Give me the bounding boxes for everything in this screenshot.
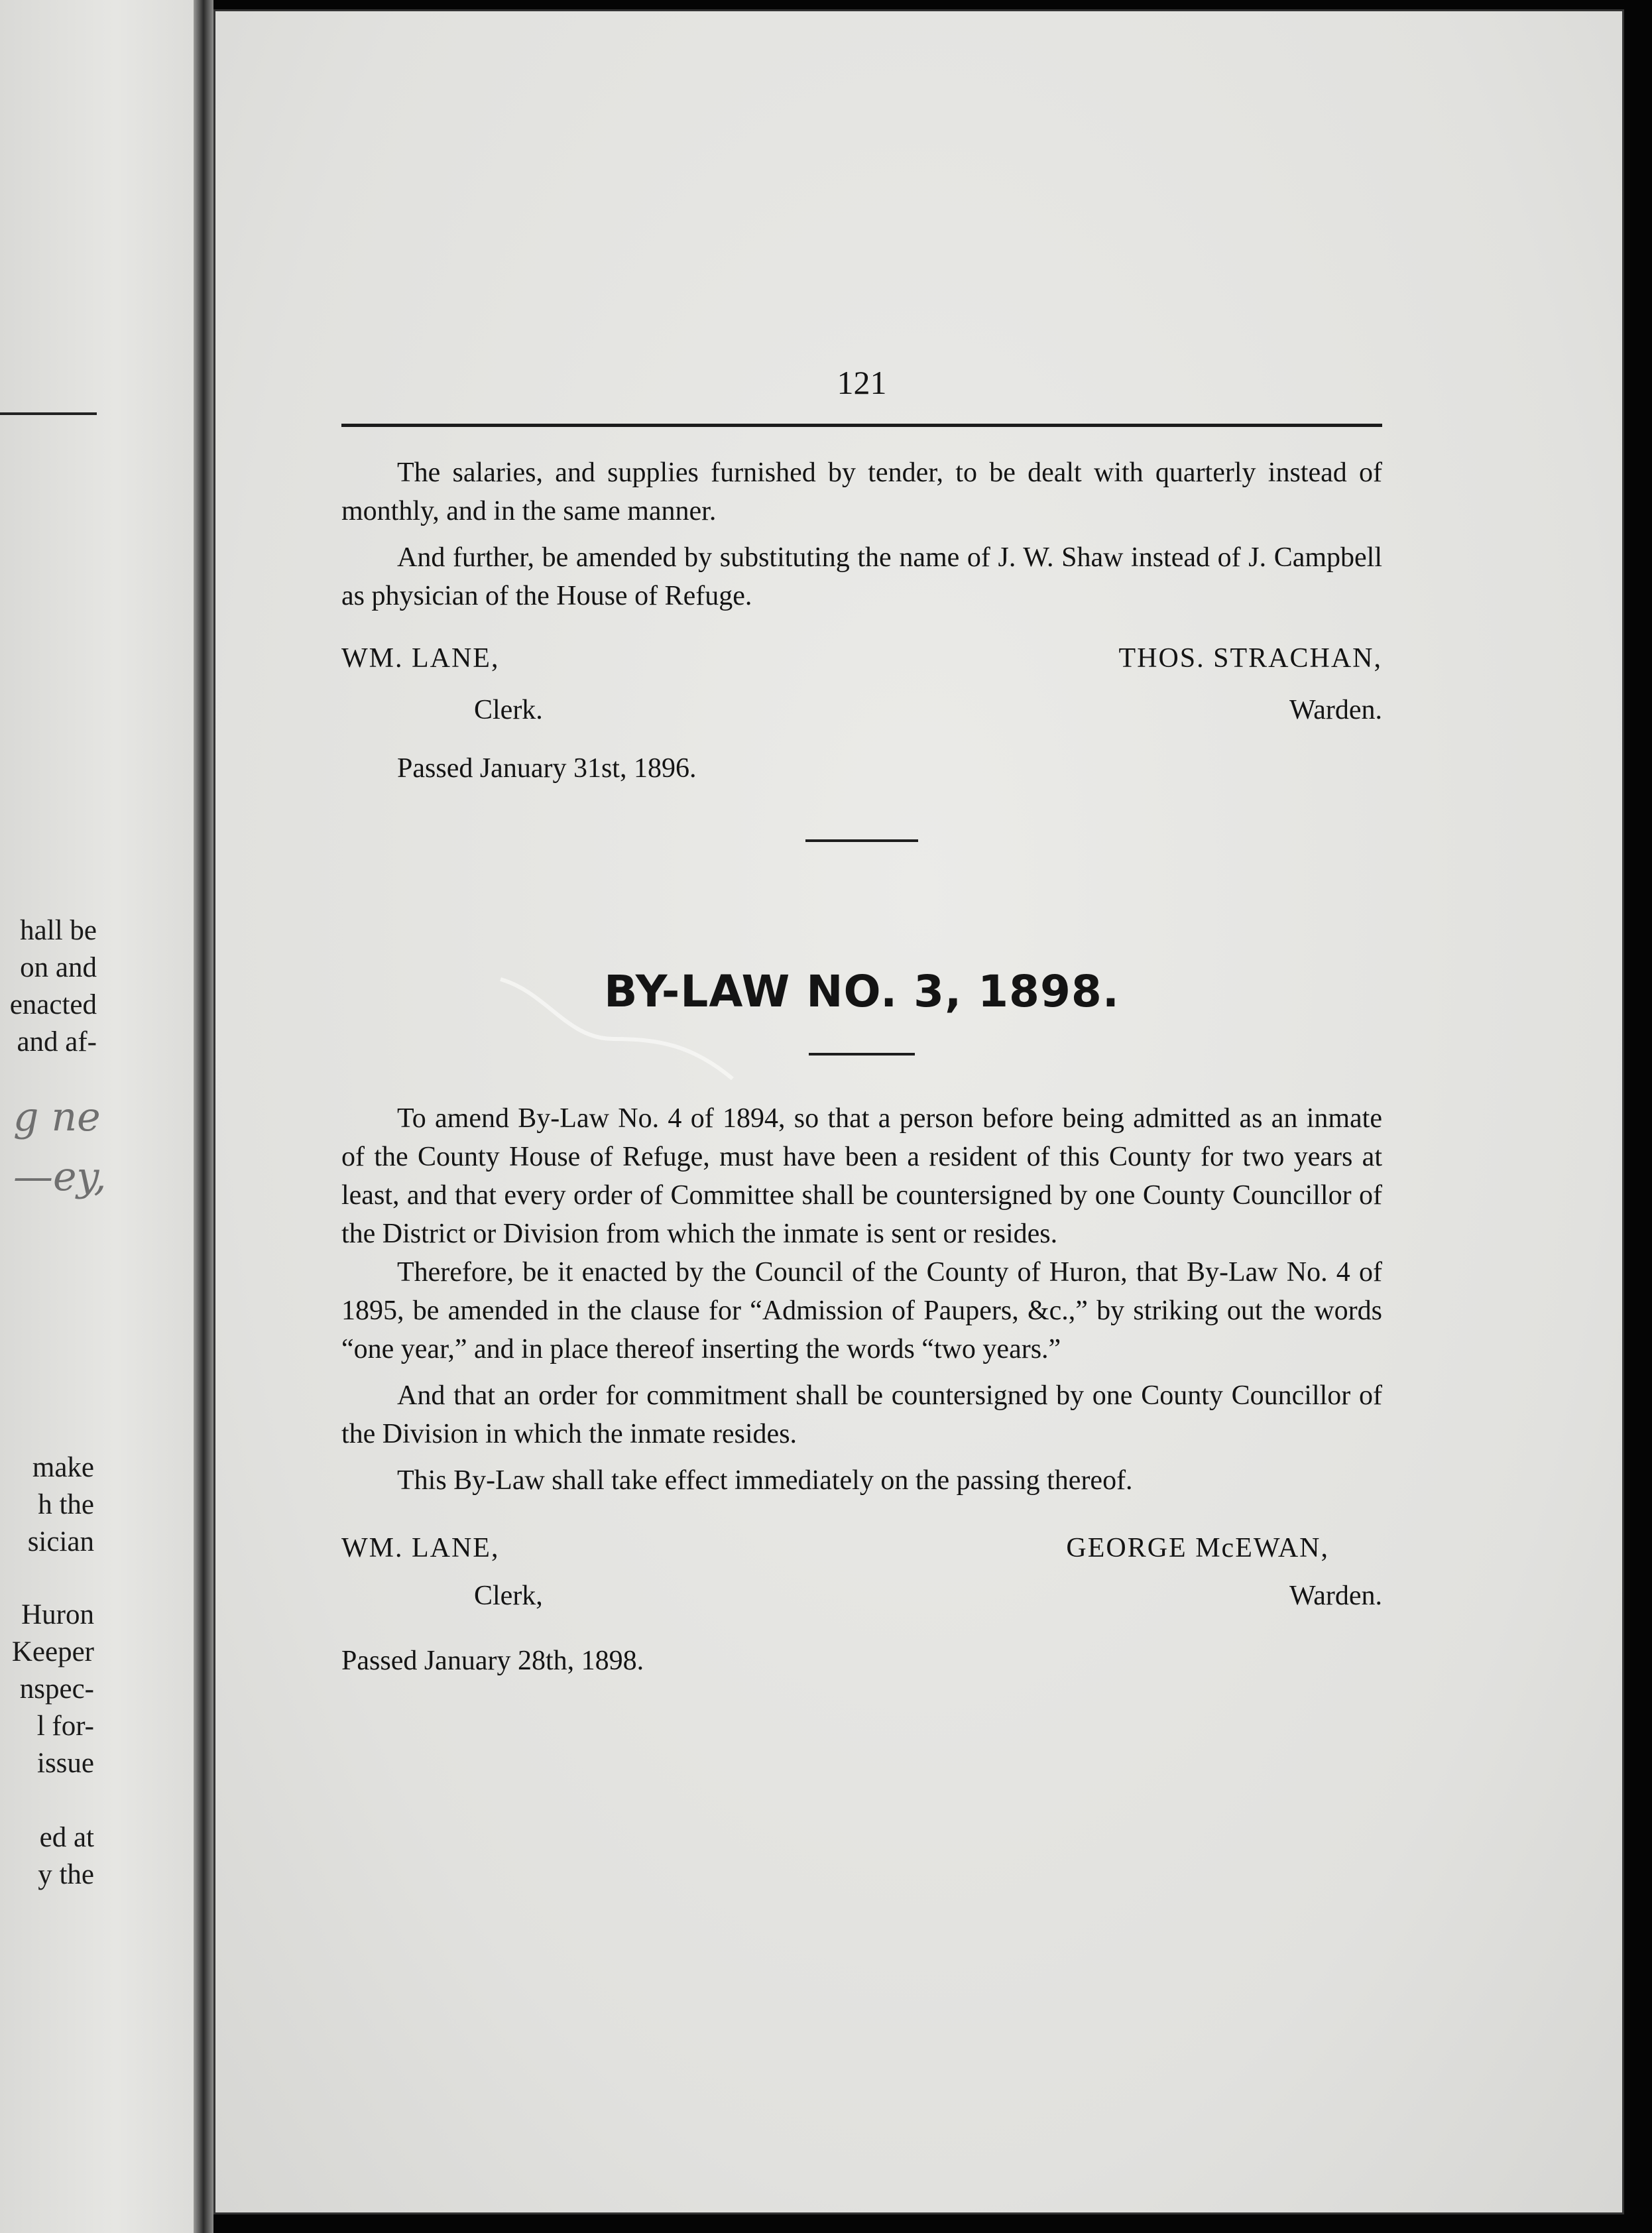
bylaw-paragraph: And that an order for commitment shall be countersigned by one County Councillor of the Division in which the inmate resides. [341, 1380, 1382, 1449]
adjacent-text-line: and af- [17, 1026, 97, 1057]
bylaw-paragraph: To amend By-Law No. 4 of 1894, so that a person before being admitted as an inmate of the County House of Refuge, must have been a resident of this County for two years at least, and that every order of Committee shall be countersigned by one County Councillor of the District or Division from which the inmate is sent or resides. [341, 1103, 1382, 1249]
adjacent-page-rule [0, 412, 97, 415]
warden-title: Warden. [1289, 1581, 1382, 1611]
handwritten-note: g ne [13, 1094, 101, 1140]
bylaw-heading: BY-LAW NO. 3, 1898. [604, 966, 1120, 1017]
clerk-title: Clerk, [474, 1581, 543, 1611]
adjacent-text-line: enacted [9, 989, 97, 1020]
adjacent-text-line: Keeper [11, 1636, 94, 1667]
adjacent-text-line: make [32, 1452, 94, 1483]
document-page [213, 9, 1624, 2214]
bylaw-paragraph: Therefore, be it enacted by the Council of the County of Huron, that By-Law No. 4 of 1895, be amended in the clause for “Admission of Paupers, &c.,” by striking out the words “one year,” and in place thereof inserting the words “two years.” [341, 1257, 1382, 1364]
adjacent-page-fragment [0, 0, 194, 2233]
clerk-name: WM. LANE, [341, 643, 500, 674]
adjacent-text-line: l for- [36, 1711, 94, 1742]
adjacent-text-line: issue [37, 1748, 94, 1779]
adjacent-text-line: nspec- [19, 1673, 94, 1705]
page-content [341, 363, 1382, 1680]
signature-names [341, 639, 1382, 678]
bylaw-paragraph: This By-Law shall take effect immediately on the passing thereof. [397, 1465, 1133, 1496]
warden-name: GEORGE McEWAN, [1066, 1533, 1329, 1563]
adjacent-text-line: sician [27, 1526, 94, 1557]
adjacent-text-line: h the [38, 1489, 94, 1520]
warden-title: Warden. [1289, 695, 1382, 725]
body-paragraph: The salaries, and supplies furnished by tender, to be dealt with quarterly instead of monthly, and in the same manner. [341, 457, 1382, 526]
signature-titles [341, 1577, 1382, 1615]
body-paragraph: And further, be amended by substituting the name of J. W. Shaw instead of J. Campbell as physician of the House of Refuge. [341, 542, 1382, 611]
adjacent-text-line: Huron [21, 1599, 94, 1630]
passed-date: Passed January 31st, 1896. [397, 753, 697, 784]
adjacent-text-line: y the [38, 1859, 94, 1890]
clerk-title: Clerk. [474, 695, 543, 725]
warden-name: THOS. STRACHAN, [1118, 643, 1382, 674]
signature-titles [341, 691, 1382, 729]
handwritten-note: —ey, [13, 1154, 107, 1200]
signature-names [341, 1529, 1382, 1567]
clerk-name: WM. LANE, [341, 1533, 500, 1563]
passed-date: Passed January 28th, 1898. [341, 1646, 644, 1676]
adjacent-text-line: hall be [20, 915, 97, 946]
page-gutter [194, 0, 213, 2233]
page-number: 121 [341, 363, 1382, 427]
adjacent-text-line: on and [20, 952, 97, 983]
adjacent-text-line: ed at [39, 1822, 94, 1853]
